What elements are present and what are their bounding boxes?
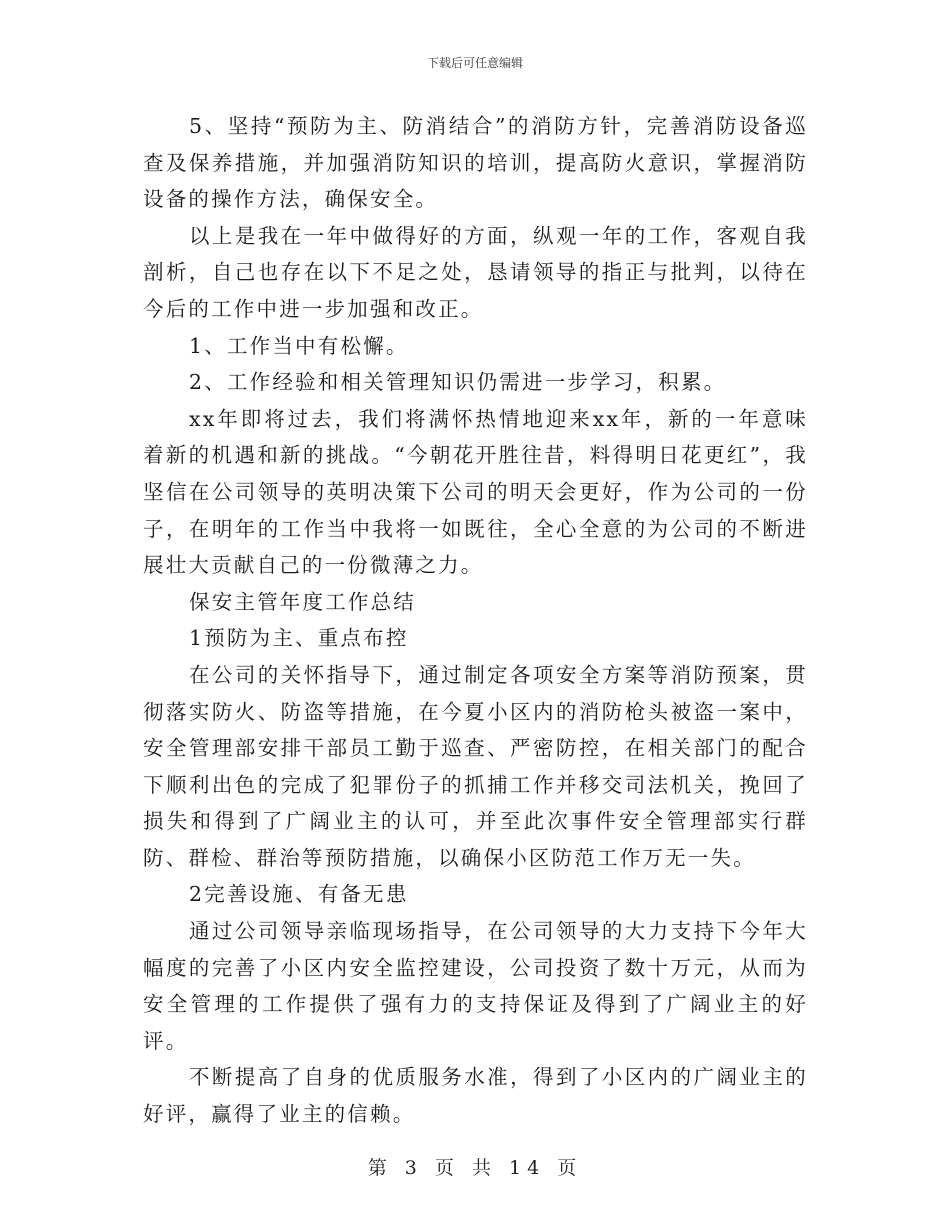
paragraph-prevention: 在公司的关怀指导下，通过制定各项安全方案等消防预案，贯彻落实防火、防盗等措施，在今夏小区内的消防枪头被盗一案中，安全管理部安排干部员工勤于巡查、严密防控，在相关部门的配合下顺利出色的完成了犯罪份子的抓捕工作并移交司法机关，挽回了损失和得到了广阔业主的认可，并至此次事件安全管理部实行群防、群检、群治等预防措施，以确保小区防范工作万无一失。 (143, 662, 808, 870)
page-header: 下载后可任意编辑 (426, 56, 523, 70)
paragraph-new-year: xx年即将过去，我们将满怀热情地迎来xx年，新的一年意味着新的机遇和新的挑战。“今朝花开胜往昔，料得明日花更红”，我坚信在公司领导的英明决策下公司的明天会更好，作为公司的一份子，在明年的工作当中我将一如既往，全心全意的为公司的不断进展壮大贡献自己的一份微薄之力。 (143, 406, 808, 578)
paragraph-fire-policy: 5、坚持“预防为主、防消结合”的消防方针，完善消防设备巡查及保养措施，并加强消防知识的培训，提高防火意识，掌握消防设备的操作方法，确保安全。 (143, 114, 808, 212)
subheading-facilities: 2完善设施、有备无患 (189, 882, 409, 907)
paragraph-service: 不断提高了自身的优质服务水准，得到了小区内的广阔业主的好评，赢得了业主的信赖。 (143, 1065, 808, 1127)
document-body (143, 108, 808, 1133)
section-title: 保安主管年度工作总结 (189, 589, 416, 614)
paragraph-shortcoming-1: 1、工作当中有松懈。 (189, 333, 409, 358)
page-number: 第 3 页 共 14 页 (367, 1157, 583, 1179)
subheading-prevention: 1预防为主、重点布控 (189, 626, 409, 651)
paragraph-facilities: 通过公司领导亲临现场指导，在公司领导的大力支持下今年大幅度的完善了小区内安全监控建设，公司投资了数十万元，从而为安全管理的工作提供了强有力的支持保证及得到了广阔业主的好评。 (143, 919, 808, 1053)
paragraph-self-review: 以上是我在一年中做得好的方面，纵观一年的工作，客观自我剖析，自己也存在以下不足之处，恳请领导的指正与批判，以待在今后的工作中进一步加强和改正。 (143, 223, 808, 321)
paragraph-shortcoming-2: 2、工作经验和相关管理知识仍需进一步学习，积累。 (189, 370, 727, 395)
